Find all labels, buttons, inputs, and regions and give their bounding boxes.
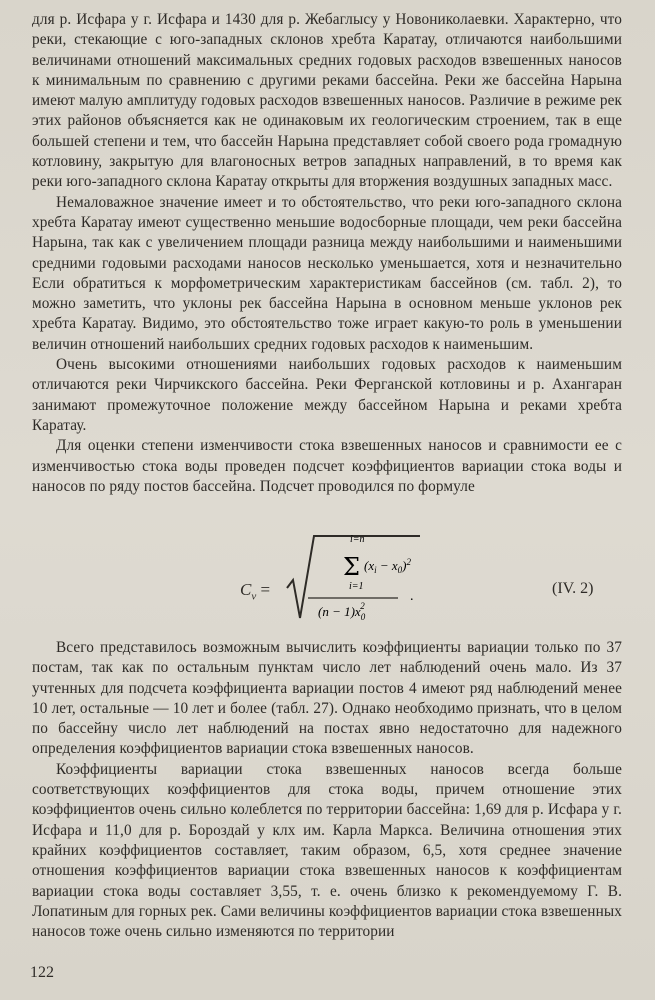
paragraph: Коэффициенты вариации стока взвешенных наносов всегда больше соответствующих коэффициентов для стока воды, причем отношение этих коэффициентов очень сильно колеблется по территории бассейна: 1,69 для р. Исфара у г. Исфара и 11,0 для р. Бороздай у клх им. Карла Маркса. Величина отношения этих крайних коэффициентов составляет, таким образом, 6,5, хотя среднее значение отношения коэффициентов вариации стока взвешенных наносов к коэффициентам вариации стока воды составляет 3,55, т. е. очень близко к рекомендуемому Г. В. Лопатиным для горных рек. Сами величины коэффициентов вариации стока взвешенных наносов тоже очень сильно изменяются по территории — [32, 760, 622, 941]
sum-term: $(x_i - x_0)^2$ — [364, 557, 412, 575]
paragraph: для р. Исфара у г. Исфара и 1430 для р. Жебаглысу у Новониколаевки. Характерно, что реки, стекающие с юго-западных склонов хребта Каратау, отличаются наибольшими величинами отношений максимальных средних годовых расходов взвешенных наносов к минимальным по сравнению с другими реками бассейна. Реки же бассейна Нарына имеют малую амплитуду годовых расходов взвешенных наносов. Различие в режиме рек этих районов объясняется как не одинаковым их геологическим строением, так в еще большей степени и тем, что бассейн Нарына представляет собой своего рода громадную котловину, закрытую для влагоносных ветров западных направлений, в то время как реки юго-западного склона Каратау открыты для вторжения воздушных западных масс. — [32, 11, 622, 191]
formula-radical — [0, 528, 655, 628]
equation-number: (IV. 2) — [552, 580, 594, 597]
paragraph: Очень высокими отношениями наибольших годовых расходов к наименьшим отличаются реки Чирчикского бассейна. Реки Ферганской котловины и р. Ахангаран занимают промежуточное положение между бассейном Нарына и реками хребта Каратау. — [32, 356, 622, 434]
sum-lower-limit: i=1 — [349, 581, 364, 592]
formula-period: . — [410, 589, 414, 604]
text-block-top — [32, 10, 622, 497]
page-number: 122 — [30, 964, 54, 981]
paragraph: Для оценки степени изменчивости стока взвешенных наносов и сравнимости ее с изменчивостью стока воды проведен подсчет коэффициентов вариации стока воды и наносов по ряду постов бассейна. Подсчет проводился по формуле — [32, 437, 622, 495]
sum-upper-limit: i=n — [350, 534, 365, 545]
formula-denominator: $(n - 1)x_02$ — [318, 601, 366, 622]
paragraph: Всего представилось возможным вычислить коэффициенты вариации только по 37 постам, так как по остальным пунктам число лет наблюдений очень мало. Из 37 учтенных для подсчета коэффициента вариации постов 4 имеют ряд наблюдений менее 10 лет, остальные — 10 лет и более (табл. 27). Однако необходимо признать, что в целом по бассейну число лет наблюдений на постах явно недостаточно для надежного определения коэффициентов вариации стока взвешенных наносов. — [32, 639, 622, 758]
sum-sign: Σ — [343, 553, 360, 581]
formula-iv-2 — [0, 528, 655, 628]
text-block-bottom — [32, 638, 622, 942]
formula-lhs: $C_v$ = — [240, 580, 271, 603]
paragraph: Немаловажное значение имеет и то обстоятельство, что реки юго-западного склона хребта Каратау имеют существенно меньшие водосборные площади, чем реки бассейна Нарына, так как с увеличением площади разница между наибольшими и наименьшими средними годовыми расходами наносов несколько уменьшается, хотя и незначительно Если обратиться к морфометрическим характеристикам бассейнов (см. табл. 2), то можно заметить, что уклоны рек бассейна Нарына в основном меньше уклонов рек хребта Каратау. Видимо, это обстоятельство тоже играет какую-то роль в уменьшении величин отношений наибольших средних годовых расходов к наименьшим. — [32, 193, 622, 353]
